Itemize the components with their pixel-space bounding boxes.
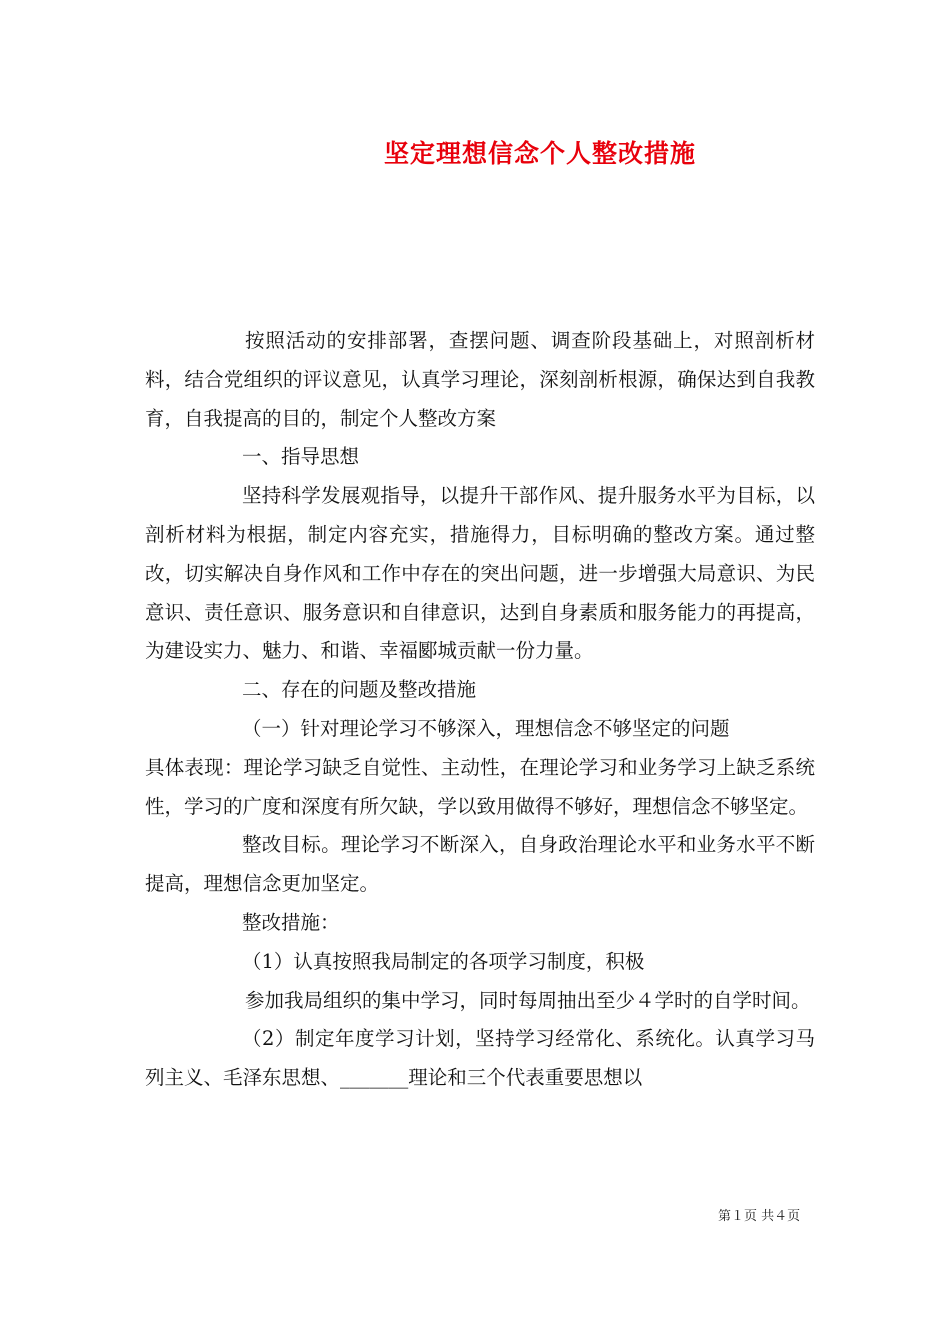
subsection-heading-theory: （一）针对理论学习不够深入，理想信念不够坚定的问题 — [242, 716, 730, 740]
document-title: 坚定理想信念个人整改措施 — [383, 139, 696, 168]
section-heading-problems: 二、存在的问题及整改措施 — [242, 678, 477, 702]
rectification-goal-paragraph: 整改目标。理论学习不断深入，自身政治理论水平和业务水平不断提高，理想信念更加坚定。 — [145, 833, 815, 896]
measure-2-paragraph: （2）制定年度学习计划，坚持学习经常化、系统化。认真学习马列主义、毛泽东思想、_______理论和三个代表重要思想以 — [145, 1027, 815, 1090]
measure-1-line: （1）认真按照我局制定的各项学习制度，积极 — [242, 949, 645, 973]
rectification-measures-heading: 整改措施： — [242, 910, 340, 934]
page-footer: 第１页 共４页 — [718, 1209, 801, 1224]
manifestation-paragraph: 具体表现：理论学习缺乏自觉性、主动性，在理论学习和业务学习上缺乏系统性，学习的广度和深度有所欠缺，学以致用做得不够好，理想信念不够坚定。 — [145, 755, 815, 818]
section-heading-guiding-thought: 一、指导思想 — [242, 445, 360, 469]
intro-paragraph: 按照活动的安排部署，查摆问题、调查阶段基础上，对照剖析材料，结合党组织的评议意见，认真学习理论，深刻剖析根源，确保达到自我教育，自我提高的目的，制定个人整改方案 — [145, 329, 815, 430]
measure-1-continuation: 参加我局组织的集中学习，同时每周抽出至少４学时的自学时间。 — [245, 988, 811, 1012]
guiding-thought-paragraph: 坚持科学发展观指导，以提升干部作风、提升服务水平为目标，以剖析材料为根据，制定内容充实，措施得力，目标明确的整改方案。通过整改，切实解决自身作风和工作中存在的突出问题，进一步增强大局意识、为民意识、责任意识、服务意识和自律意识，达到自身素质和服务能力的再提高，为建设实力、魅力、和谐、幸福郾城贡献一份力量。 — [145, 484, 815, 663]
document-body — [145, 322, 815, 1098]
